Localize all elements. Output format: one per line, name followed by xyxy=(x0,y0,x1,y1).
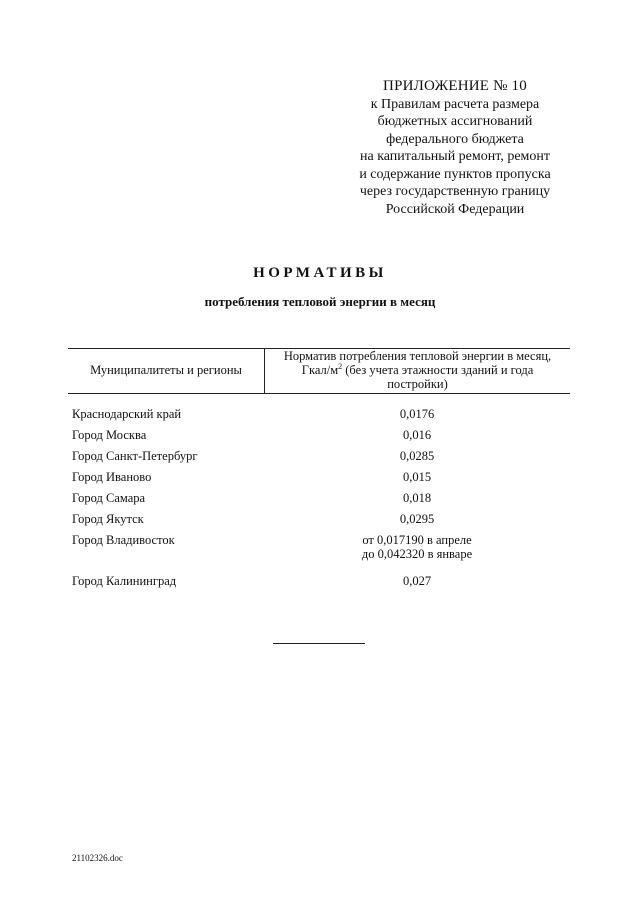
norm-value-line: 0,016 xyxy=(402,428,432,442)
norm-value-line: 0,018 xyxy=(402,491,432,505)
table-header-bottom-rule xyxy=(68,393,570,394)
table-header-regions-label: Муниципалитеты и регионы xyxy=(90,363,242,377)
table-row xyxy=(72,449,570,463)
table-header-regions xyxy=(68,348,264,393)
appendix-block xyxy=(330,78,580,218)
document-subtitle: потребления тепловой энергии в месяц xyxy=(204,294,436,309)
table-row xyxy=(72,470,570,484)
table-row xyxy=(72,512,570,526)
region-cell: Город Санкт-Петербург xyxy=(72,449,198,463)
table-header-norm-line2: Гкал/$м^2$ (без учета этажности зданий и года xyxy=(301,361,534,377)
norm-value-line: 0,0285 xyxy=(399,449,435,463)
table-header-norm-line1: Норматив потребления тепловой энергии в месяц, xyxy=(283,349,552,363)
region-cell: Город Якутск xyxy=(72,512,144,526)
appendix-line: через государственную границу xyxy=(359,184,551,199)
table-row xyxy=(72,407,570,421)
region-cell: Город Владивосток xyxy=(72,533,175,547)
appendix-line: федерального бюджета xyxy=(386,131,524,147)
appendix-line: и содержание пунктов пропуска xyxy=(359,166,551,182)
region-cell: Краснодарский край xyxy=(72,407,182,421)
norm-value-line: от 0,017190 в апреле xyxy=(362,533,472,547)
appendix-title: ПРИЛОЖЕНИЕ № 10 xyxy=(383,78,527,94)
appendix-line: на капитальный ремонт, ремонт xyxy=(359,149,550,164)
appendix-line: Российской Федерации xyxy=(385,201,525,217)
norm-value-line: до 0,042320 в январе xyxy=(361,547,473,561)
region-cell: Город Калининград xyxy=(72,574,177,588)
table-header-norm-line3: постройки) xyxy=(387,377,448,391)
norm-value-cell xyxy=(264,491,570,505)
norm-value-cell xyxy=(264,428,570,442)
norm-value-line: 0,015 xyxy=(402,470,432,484)
table-row xyxy=(72,428,570,442)
norm-value-cell xyxy=(264,449,570,463)
norm-value-line: 0,0176 xyxy=(399,407,435,421)
footer-filename: 21102326.doc xyxy=(72,853,123,863)
table-body xyxy=(72,407,570,588)
norm-value-line: 0,027 xyxy=(402,574,432,588)
norm-value-line: 0,0295 xyxy=(399,512,435,526)
region-cell: Город Самара xyxy=(72,491,146,505)
norm-value-cell xyxy=(264,533,570,561)
appendix-line: к Правилам расчета размера xyxy=(370,96,540,112)
appendix-line: бюджетных ассигнований xyxy=(377,114,533,129)
norm-value-cell xyxy=(264,470,570,484)
region-cell: Город Иваново xyxy=(72,470,152,484)
table-row xyxy=(72,491,570,505)
table-header-norm xyxy=(265,349,570,391)
table-row xyxy=(72,533,570,561)
norm-value-cell xyxy=(264,407,570,421)
norm-value-cell xyxy=(264,512,570,526)
end-rule xyxy=(273,643,365,644)
region-cell: Город Москва xyxy=(72,428,147,442)
norm-value-cell xyxy=(264,574,570,588)
table-row xyxy=(72,574,570,588)
document-title: НОРМАТИВЫ xyxy=(253,265,387,281)
